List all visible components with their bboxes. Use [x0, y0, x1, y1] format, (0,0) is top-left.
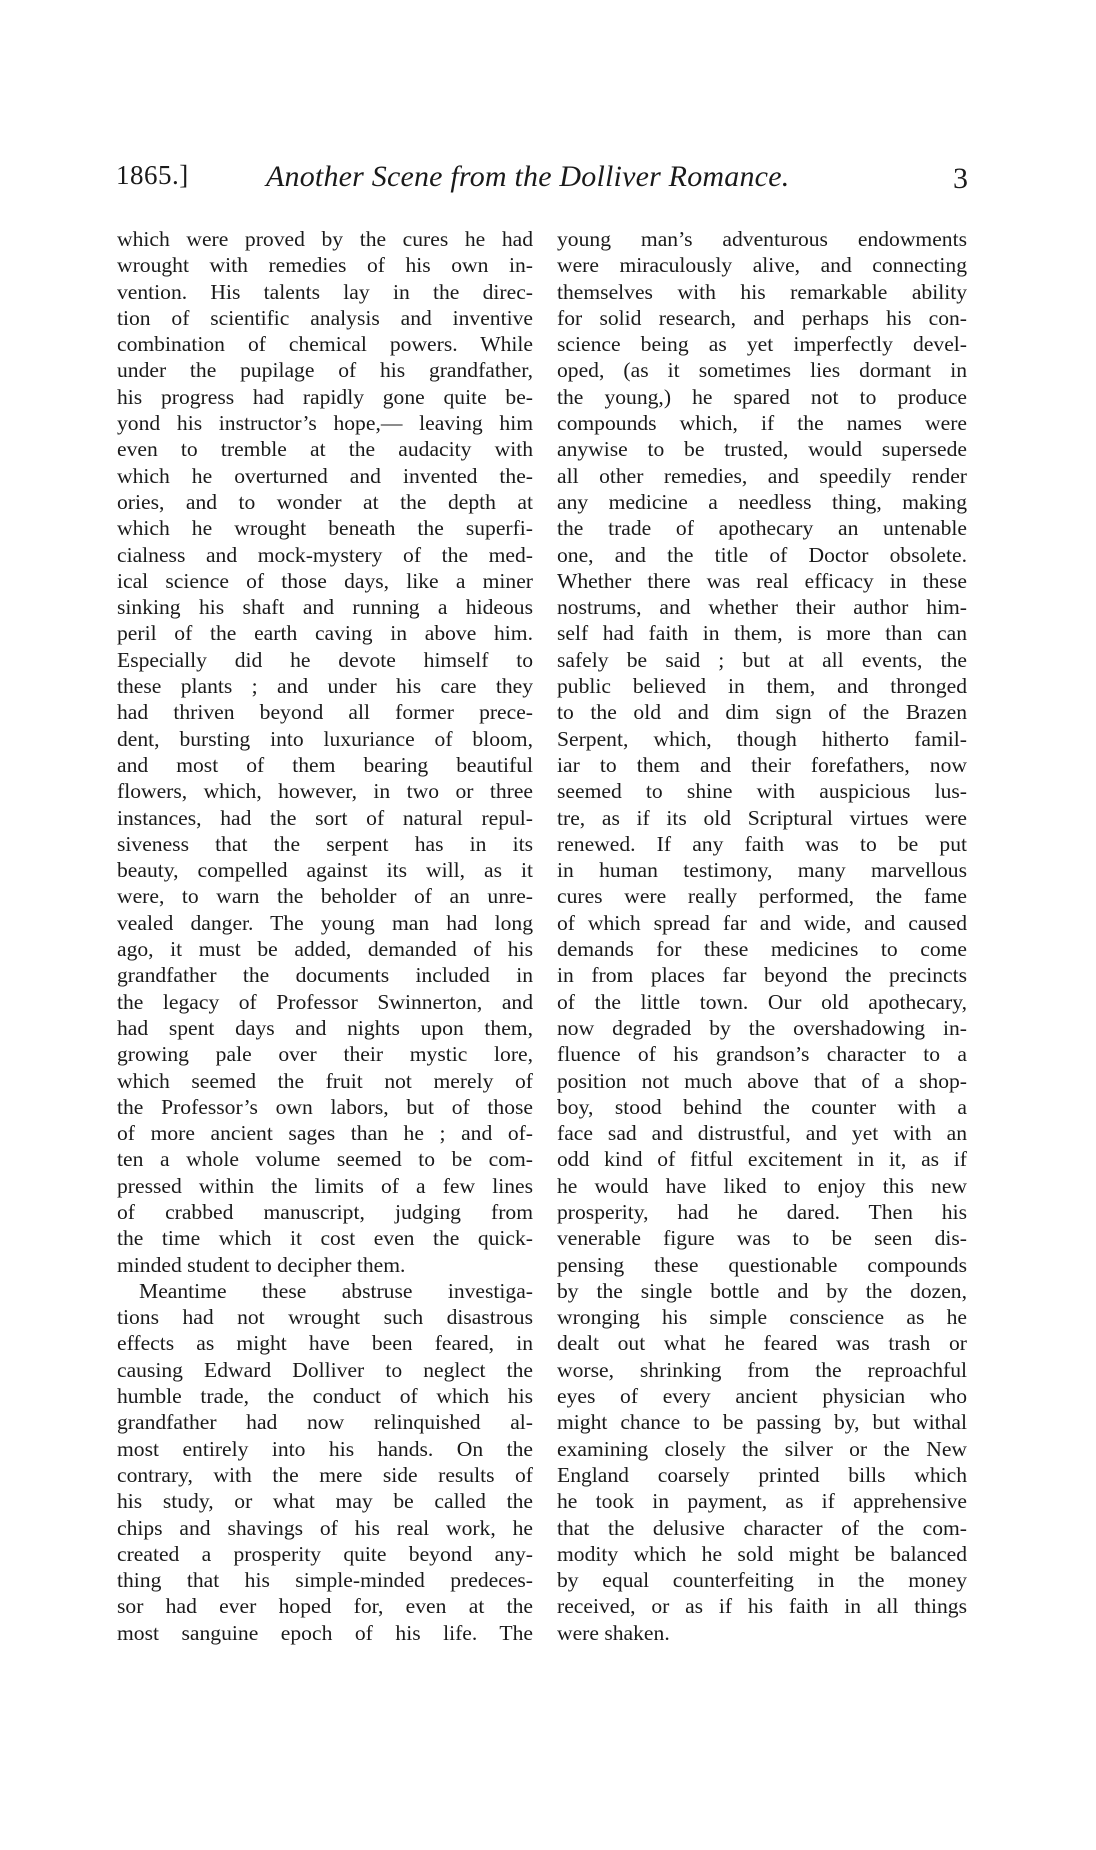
page-number: 3	[953, 162, 968, 195]
text-line: oped, (as it sometimes lies dormant in	[557, 358, 967, 383]
text-line: even to tremble at the audacity with	[117, 437, 533, 462]
text-line: venerable figure was to be seen dis-	[557, 1226, 967, 1251]
text-line: which were proved by the cures he had	[117, 227, 533, 251]
text-line: the young,) he spared not to produce	[557, 384, 967, 409]
text-line: of which spread far and wide, and caused	[557, 910, 967, 935]
text-line: of crabbed manuscript, judging from	[117, 1199, 533, 1224]
text-line: ical science of those days, like a miner	[117, 568, 533, 593]
text-line: eyes of every ancient physician who	[557, 1384, 967, 1409]
text-line: siveness that the serpent has in its	[117, 831, 533, 856]
text-line: iar to them and their forefathers, now	[557, 752, 967, 777]
text-line: vention. His talents lay in the direc-	[117, 279, 533, 304]
text-line: dent, bursting into luxuriance of bloom,	[117, 726, 533, 751]
text-line: tre, as if its old Scriptural virtues were	[557, 805, 967, 830]
text-line: his progress had rapidly gone quite be-	[117, 384, 533, 409]
text-line: the trade of apothecary an untenable	[557, 516, 967, 541]
text-line: themselves with his remarkable ability	[557, 279, 967, 304]
text-line: ories, and to wonder at the depth at	[117, 489, 533, 514]
text-line: tion of scientific analysis and inventive	[117, 305, 533, 330]
text-line: seemed to shine with auspicious lus-	[557, 779, 967, 804]
text-line: modity which he sold might be balanced	[557, 1541, 967, 1566]
text-line: received, or as if his faith in all things	[557, 1594, 967, 1619]
text-line: that the delusive character of the com-	[557, 1515, 967, 1540]
text-line: causing Edward Dolliver to neglect the	[117, 1357, 533, 1382]
text-line: now degraded by the overshadowing in-	[557, 1015, 967, 1040]
text-line: in from places far beyond the precincts	[557, 963, 967, 988]
text-line: anywise to be trusted, would supersede	[557, 437, 967, 462]
text-line: had spent days and nights upon them,	[117, 1015, 533, 1040]
text-line: one, and the title of Doctor obsolete.	[557, 542, 967, 567]
text-line: boy, stood behind the counter with a	[557, 1094, 967, 1119]
text-line: dealt out what he feared was trash or	[557, 1331, 967, 1356]
text-column-right	[557, 226, 967, 1646]
text-column-left	[117, 226, 533, 1646]
text-line: most entirely into his hands. On the	[117, 1436, 533, 1461]
text-line: self had faith in them, is more than can	[557, 621, 967, 646]
text-line: were miraculously alive, and connecting	[557, 253, 967, 278]
text-line: wrought with remedies of his own in-	[117, 253, 533, 278]
text-line: science being as yet imperfectly devel-	[557, 332, 967, 357]
text-line: ago, it must be added, demanded of his	[117, 937, 533, 962]
running-head-title: Another Scene from the Dolliver Romance.	[266, 160, 790, 193]
text-line: fluence of his grandson’s character to a	[557, 1042, 967, 1067]
text-line: humble trade, the conduct of which his	[117, 1384, 533, 1409]
text-line: chips and shavings of his real work, he	[117, 1515, 533, 1540]
text-line: peril of the earth caving in above him.	[117, 621, 533, 646]
text-line: vealed danger. The young man had long	[117, 910, 533, 935]
text-line: beauty, compelled against its will, as it	[117, 858, 533, 883]
text-line: yond his instructor’s hope,— leaving him	[117, 411, 533, 436]
text-line: created a prosperity quite beyond any-	[117, 1541, 533, 1566]
text-line: ten a whole volume seemed to be com-	[117, 1147, 533, 1172]
text-line: wronging his simple conscience as he	[557, 1305, 967, 1330]
text-line: cures were really performed, the fame	[557, 884, 967, 909]
text-line: cialness and mock-mystery of the med-	[117, 542, 533, 567]
text-line: Especially did he devote himself to	[117, 647, 533, 672]
text-line: thing that his simple-minded predeces-	[117, 1568, 533, 1593]
text-line: he took in payment, as if apprehensive	[557, 1489, 967, 1514]
text-line: which he wrought beneath the superfi-	[117, 516, 533, 541]
text-line: instances, had the sort of natural repul-	[117, 805, 533, 830]
text-line: Whether there was real efficacy in these	[557, 568, 967, 593]
text-line: had thriven beyond all former prece-	[117, 700, 533, 725]
text-line: sor had ever hoped for, even at the	[117, 1594, 533, 1619]
text-line: in human testimony, many marvellous	[557, 858, 967, 883]
text-line: public believed in them, and thronged	[557, 674, 967, 699]
text-line: were shaken.	[557, 1620, 670, 1645]
text-line: demands for these medicines to come	[557, 937, 967, 962]
text-line: to the old and dim sign of the Brazen	[557, 700, 967, 725]
text-line: might chance to be passing by, but withal	[557, 1410, 967, 1435]
text-line: position not much above that of a shop-	[557, 1068, 967, 1093]
text-line: Meantime these abstruse investiga-	[139, 1278, 533, 1303]
text-line: flowers, which, however, in two or three	[117, 779, 533, 804]
text-line: under the pupilage of his grandfather,	[117, 358, 533, 383]
text-line: prosperity, had he dared. Then his	[557, 1199, 967, 1224]
text-line: his study, or what may be called the	[117, 1489, 533, 1514]
text-line: which he overturned and invented the-	[117, 463, 533, 488]
text-line: minded student to decipher them.	[117, 1252, 406, 1277]
text-line: the time which it cost even the quick-	[117, 1226, 533, 1251]
text-line: were, to warn the beholder of an unre-	[117, 884, 533, 909]
text-line: pressed within the limits of a few lines	[117, 1173, 533, 1198]
text-line: which seemed the fruit not merely of	[117, 1068, 533, 1093]
text-line: face sad and distrustful, and yet with an	[557, 1121, 967, 1146]
text-line: for solid research, and perhaps his con-	[557, 305, 967, 330]
text-line: young man’s adventurous endowments	[557, 227, 967, 251]
text-line: renewed. If any faith was to be put	[557, 831, 967, 856]
text-line: all other remedies, and speedily render	[557, 463, 967, 488]
text-line: grandfather had now relinquished al-	[117, 1410, 533, 1435]
text-line: sinking his shaft and running a hideous	[117, 595, 533, 620]
text-line: the legacy of Professor Swinnerton, and	[117, 989, 533, 1014]
text-line: these plants ; and under his care they	[117, 674, 533, 699]
text-line: by equal counterfeiting in the money	[557, 1568, 967, 1593]
text-line: nostrums, and whether their author him-	[557, 595, 967, 620]
text-line: odd kind of fitful excitement in it, as if	[557, 1147, 967, 1172]
text-line: pensing these questionable compounds	[557, 1252, 967, 1277]
text-line: Serpent, which, though hitherto famil-	[557, 726, 967, 751]
text-line: England coarsely printed bills which	[557, 1462, 967, 1487]
text-line: contrary, with the mere side results of	[117, 1462, 533, 1487]
text-line: effects as might have been feared, in	[117, 1331, 533, 1356]
text-line: he would have liked to enjoy this new	[557, 1173, 967, 1198]
text-line: and most of them bearing beautiful	[117, 752, 533, 777]
text-line: safely be said ; but at all events, the	[557, 647, 967, 672]
text-line: tions had not wrought such disastrous	[117, 1305, 533, 1330]
text-line: grandfather the documents included in	[117, 963, 533, 988]
running-head	[116, 160, 968, 200]
text-line: of more ancient sages than he ; and of-	[117, 1121, 533, 1146]
text-line: growing pale over their mystic lore,	[117, 1042, 533, 1067]
text-line: worse, shrinking from the reproachful	[557, 1357, 967, 1382]
running-head-year: 1865.]	[116, 160, 189, 190]
text-line: compounds which, if the names were	[557, 411, 967, 436]
text-line: by the single bottle and by the dozen,	[557, 1278, 967, 1303]
text-line: combination of chemical powers. While	[117, 332, 533, 357]
text-line: most sanguine epoch of his life. The	[117, 1620, 533, 1645]
text-line: the Professor’s own labors, but of those	[117, 1094, 533, 1119]
text-line: any medicine a needless thing, making	[557, 489, 967, 514]
text-line: of the little town. Our old apothecary,	[557, 989, 967, 1014]
text-line: examining closely the silver or the New	[557, 1436, 967, 1461]
